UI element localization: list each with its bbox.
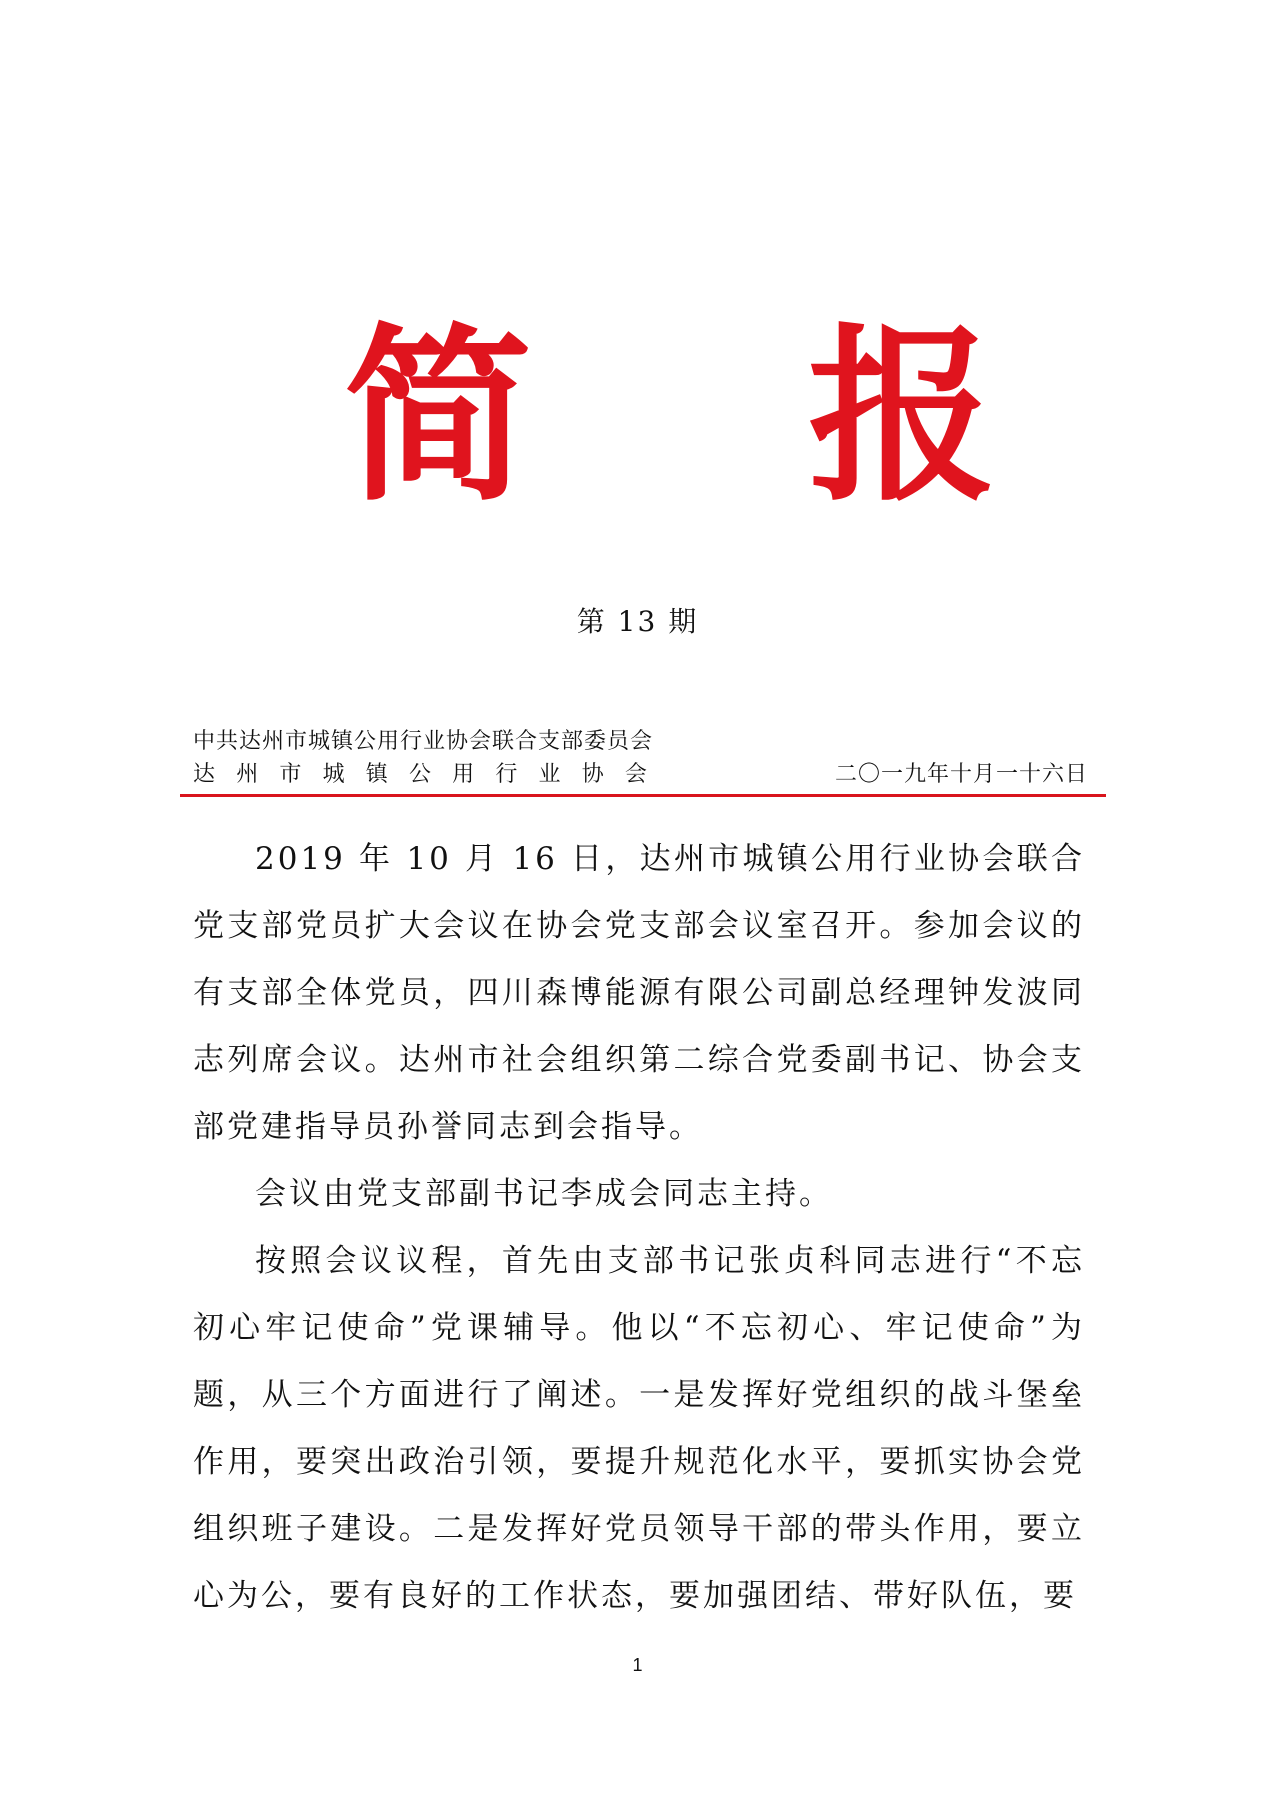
issue-number: 第 13 期	[576, 605, 699, 638]
publication-date: 二〇一九年十月一十六日	[834, 762, 1088, 787]
org-char: 州	[236, 762, 259, 787]
org-char: 会	[624, 762, 647, 787]
org-char: 市	[279, 762, 302, 787]
title-char-left: 简	[344, 308, 532, 527]
org-char: 达	[193, 762, 216, 787]
org-char: 行	[495, 762, 518, 787]
body-text	[193, 826, 1085, 1630]
page-number: 1	[632, 1655, 643, 1675]
org-char: 城	[322, 762, 345, 787]
title-char-right: 报	[808, 308, 996, 527]
body-paragraph: 按照会议议程，首先由支部书记张贞科同志进行“不忘初心牢记使命”党课辅导。他以“不忘初心、牢记使命”为题，从三个方面进行了阐述。一是发挥好党组织的战斗堡垒作用，要突出政治引领，要提升规范化水平，要抓实协会党组织班子建设。二是发挥好党员领导干部的带头作用，要立心为公，要有良好的工作状态，要加强团结、带好队伍，要	[193, 1243, 1085, 1614]
org-char: 用	[452, 762, 475, 787]
organization-association	[193, 760, 647, 790]
red-divider-line	[180, 794, 1106, 797]
org-char: 镇	[365, 762, 388, 787]
org-char: 协	[581, 762, 604, 787]
body-paragraph: 会议由党支部副书记李成会同志主持。	[255, 1176, 833, 1212]
body-paragraph: 2019 年 10 月 16 日，达州市城镇公用行业协会联合党支部党员扩大会议在协会党支部会议室召开。参加会议的有支部全体党员，四川森博能源有限公司副总经理钟发波同志列席会议。达州市社会组织第二综合党委副书记、协会支部党建指导员孙誉同志到会指导。	[193, 841, 1085, 1145]
org-char: 业	[538, 762, 561, 787]
org-char: 公	[408, 762, 431, 787]
organization-party-committee: 中共达州市城镇公用行业协会联合支部委员会	[193, 729, 654, 754]
